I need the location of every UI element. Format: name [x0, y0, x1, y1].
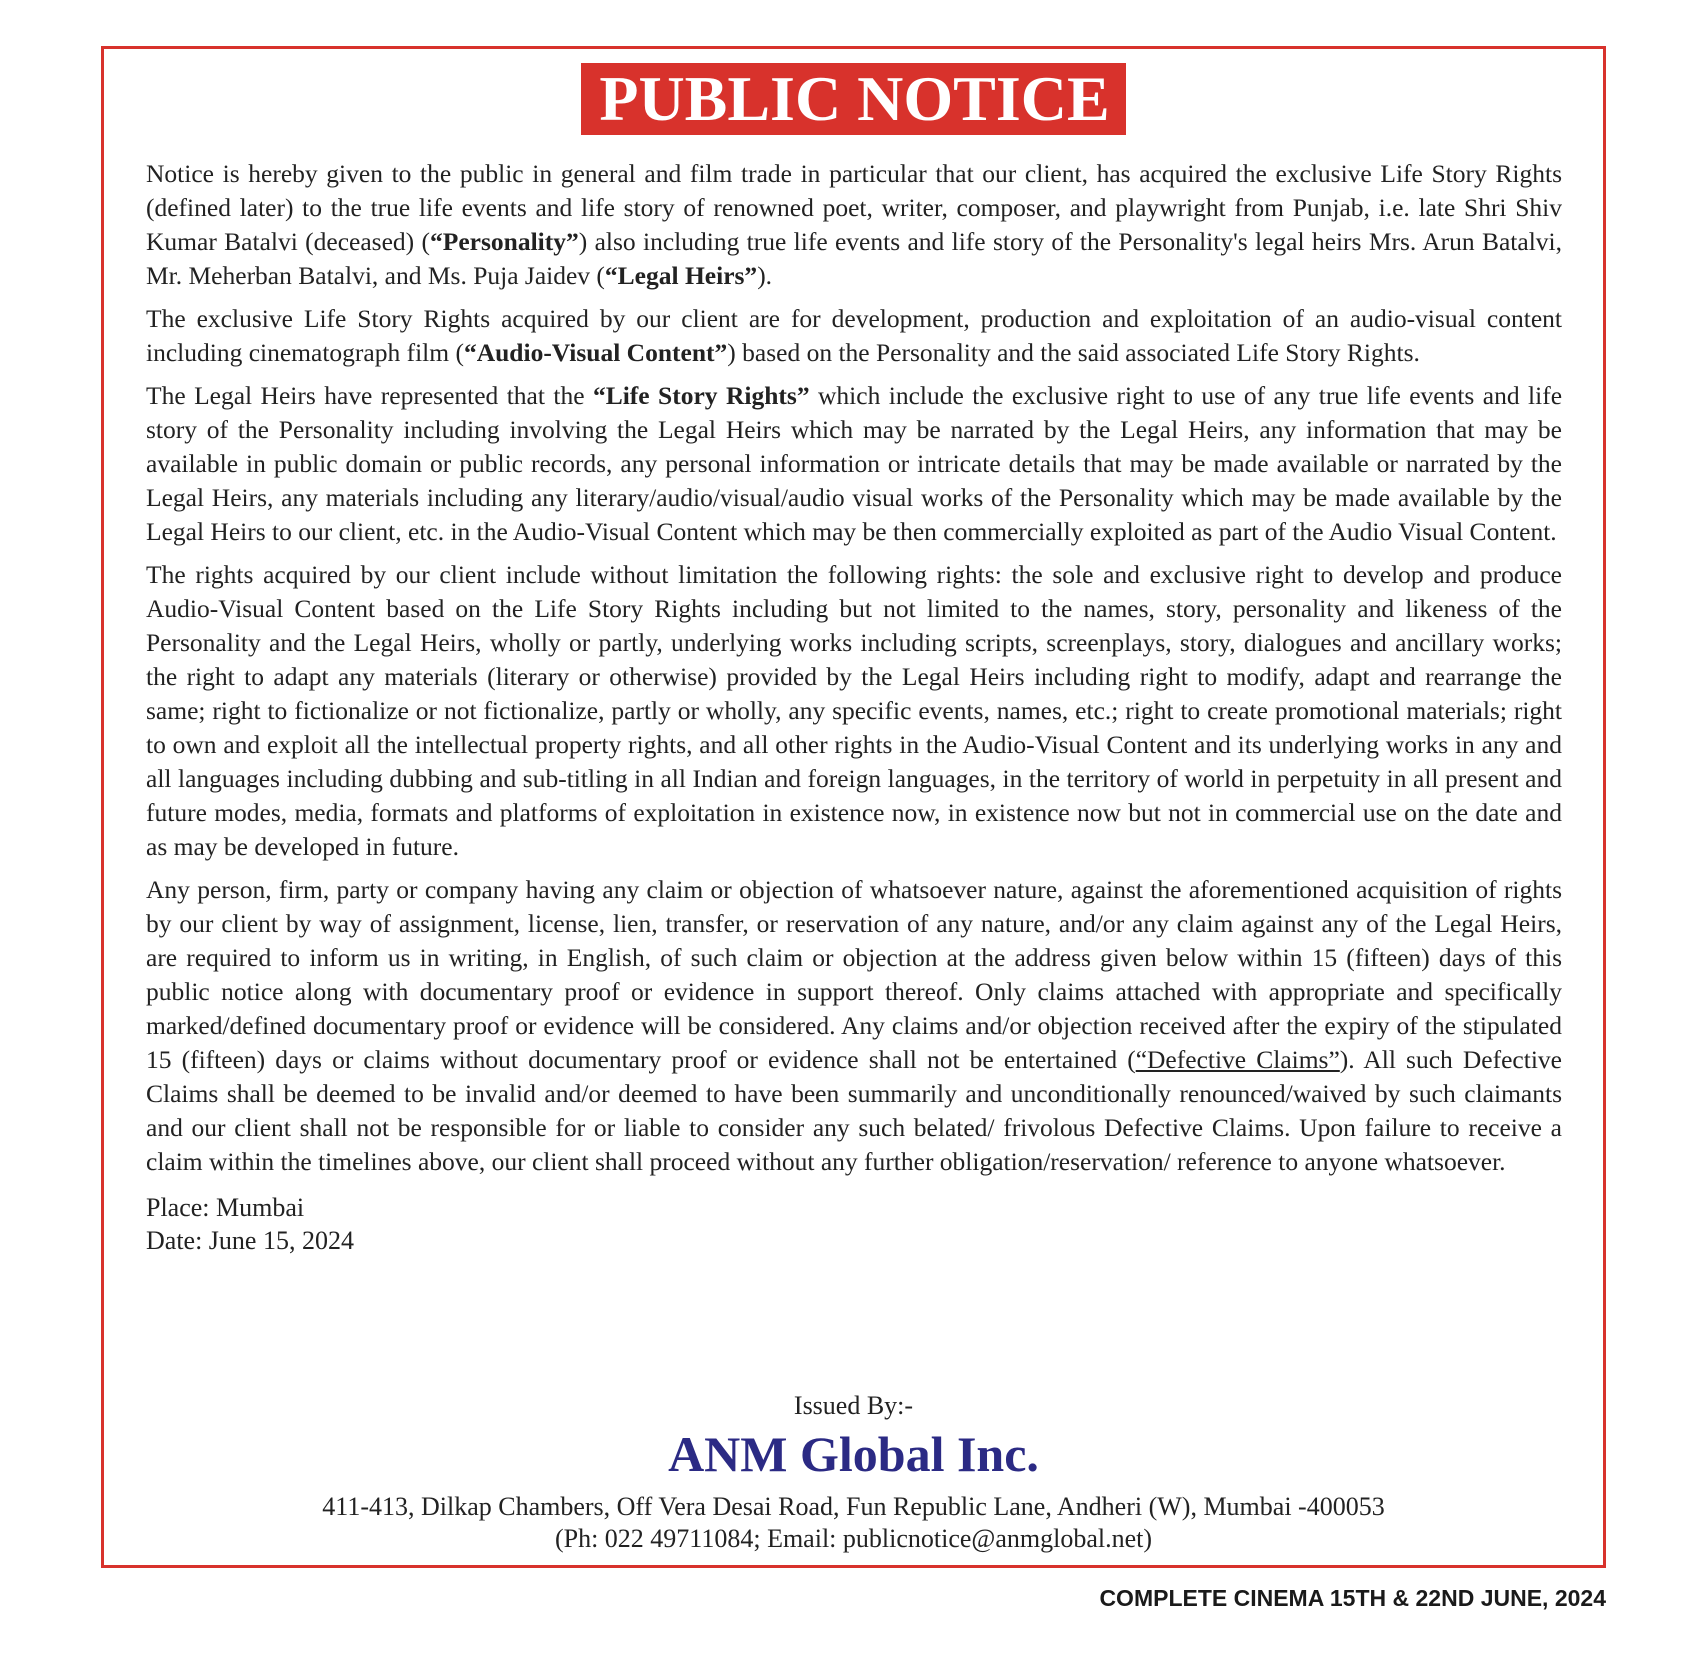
paragraph-2: [146, 302, 1562, 370]
issued-by: Issued By:-: [793, 1391, 914, 1420]
p1-term-personality: “Personality”: [430, 227, 579, 256]
company-contact: (Ph: 022 49711084; Email: publicnotice@anmglobal.net): [554, 1524, 1153, 1553]
p1-text-e: ).: [757, 261, 773, 290]
company-address: 411-413, Dilkap Chambers, Off Vera Desai Road, Fun Republic Lane, Andheri (W), Mumbai -400053: [322, 1492, 1385, 1521]
paragraph-4: The rights acquired by our client include without limitation the following rights: the sole and exclusive right to develop and produce Audio-Visual Content based on the Life Story Rights including but not limited to the names, story, personality and likeness of the Personality and the Legal Heirs, wholly or partly, underlying works including scripts, screenplays, story, dialogues and ancillary works; the right to adapt any materials (literary or otherwise) provided by the Legal Heirs including right to modify, adapt and rearrange the same; right to fictionalize or not fictionalize, partly or wholly, any specific events, names, etc.; right to create promotional materials; right to own and exploit all the intellectual property rights, and all other rights in the Audio-Visual Content and its underlying works in any and all languages including dubbing and sub-titling in all Indian and foreign languages, in the territory of world in perpetuity in all present and future modes, media, formats and platforms of exploitation in existence now, in existence now but not in commercial use on the date and as may be developed in future.: [146, 560, 1562, 861]
p2-term-audio-visual-content: “Audio-Visual Content”: [463, 338, 728, 367]
place: Place: Mumbai: [146, 1193, 305, 1222]
p3-text-a: The Legal Heirs have represented that the: [146, 381, 593, 410]
paragraph-1: [146, 157, 1562, 293]
publication-footer: COMPLETE CINEMA 15TH & 22ND JUNE, 2024: [1099, 1585, 1606, 1611]
p1-term-legal-heirs: “Legal Heirs”: [604, 261, 758, 290]
paragraph-3: [146, 379, 1562, 549]
p3-term-life-story-rights: “Life Story Rights”: [592, 381, 810, 410]
p5-text-c: ). All such Defective Claims shall be deemed to be invalid and/or deemed to have been summarily and unconditionally renounced/waived by such claimants and our client shall not be responsible for or liable to consider any such belated/ frivolous Defective Claims. Upon failure to receive a claim within the timelines above, our client shall proceed without any further obligation/reservation/ reference to anyone whatsoever.: [146, 1045, 1562, 1176]
paragraph-5: [146, 873, 1562, 1179]
p1-text-a: Notice is hereby given to the public in general and film trade in particular that our client, has acquired the exclusive Life Story Rights (defined later) to the true life events and life story of renowned poet, writer, composer, and playwright from Punjab, i.e. late Shri Shiv Kumar Batalvi (deceased) (: [146, 159, 1562, 256]
p2-text-a: The exclusive Life Story Rights acquired by our client are for development, production and exploitation of an audio-visual content including cinematograph film (: [146, 304, 1562, 367]
p2-text-c: ) based on the Personality and the said associated Life Story Rights.: [727, 338, 1420, 367]
notice-title: PUBLIC NOTICE: [581, 63, 1125, 135]
notice-frame: [101, 46, 1606, 1568]
p3-text-c: which include the exclusive right to use of any true life events and life story of the Personality including involving the Legal Heirs which may be narrated by the Legal Heirs, any information that may be available in public domain or public records, any personal information or intricate details that may be made available or narrated by the Legal Heirs, any materials including any literary/audio/visual/audio visual works of the Personality which may be made available by the Legal Heirs to our client, etc. in the Audio-Visual Content which may be then commercially exploited as part of the Audio Visual Content.: [146, 381, 1563, 546]
notice-body: [146, 157, 1562, 1257]
date: Date: June 15, 2024: [146, 1226, 354, 1255]
company-name: ANM Global Inc.: [668, 1426, 1039, 1482]
p5-text-a: Any person, firm, party or company having any claim or objection of whatsoever nature, against the aforementioned acquisition of rights by our client by way of assignment, license, lien, transfer, or reservation of any nature, and/or any claim against any of the Legal Heirs, are required to inform us in writing, in English, of such claim or objection at the address given below within 15 (fifteen) days of this public notice along with documentary proof or evidence in support thereof. Only claims attached with appropriate and specifically marked/defined documentary proof or evidence will be considered. Any claims and/or objection received after the expiry of the stipulated 15 (fifteen) days or claims without documentary proof or evidence shall not be entertained (: [146, 875, 1562, 1074]
title-wrap: [104, 63, 1603, 135]
p1-text-c: ) also including true life events and life story of the Personality's legal heirs Mrs. Arun Batalvi, Mr. Meherban Batalvi, and Ms. Puja Jaidev (: [146, 227, 1563, 290]
p5-term-defective-claims: “Defective Claims”: [1135, 1045, 1340, 1074]
place-date-block: [146, 1191, 1562, 1257]
